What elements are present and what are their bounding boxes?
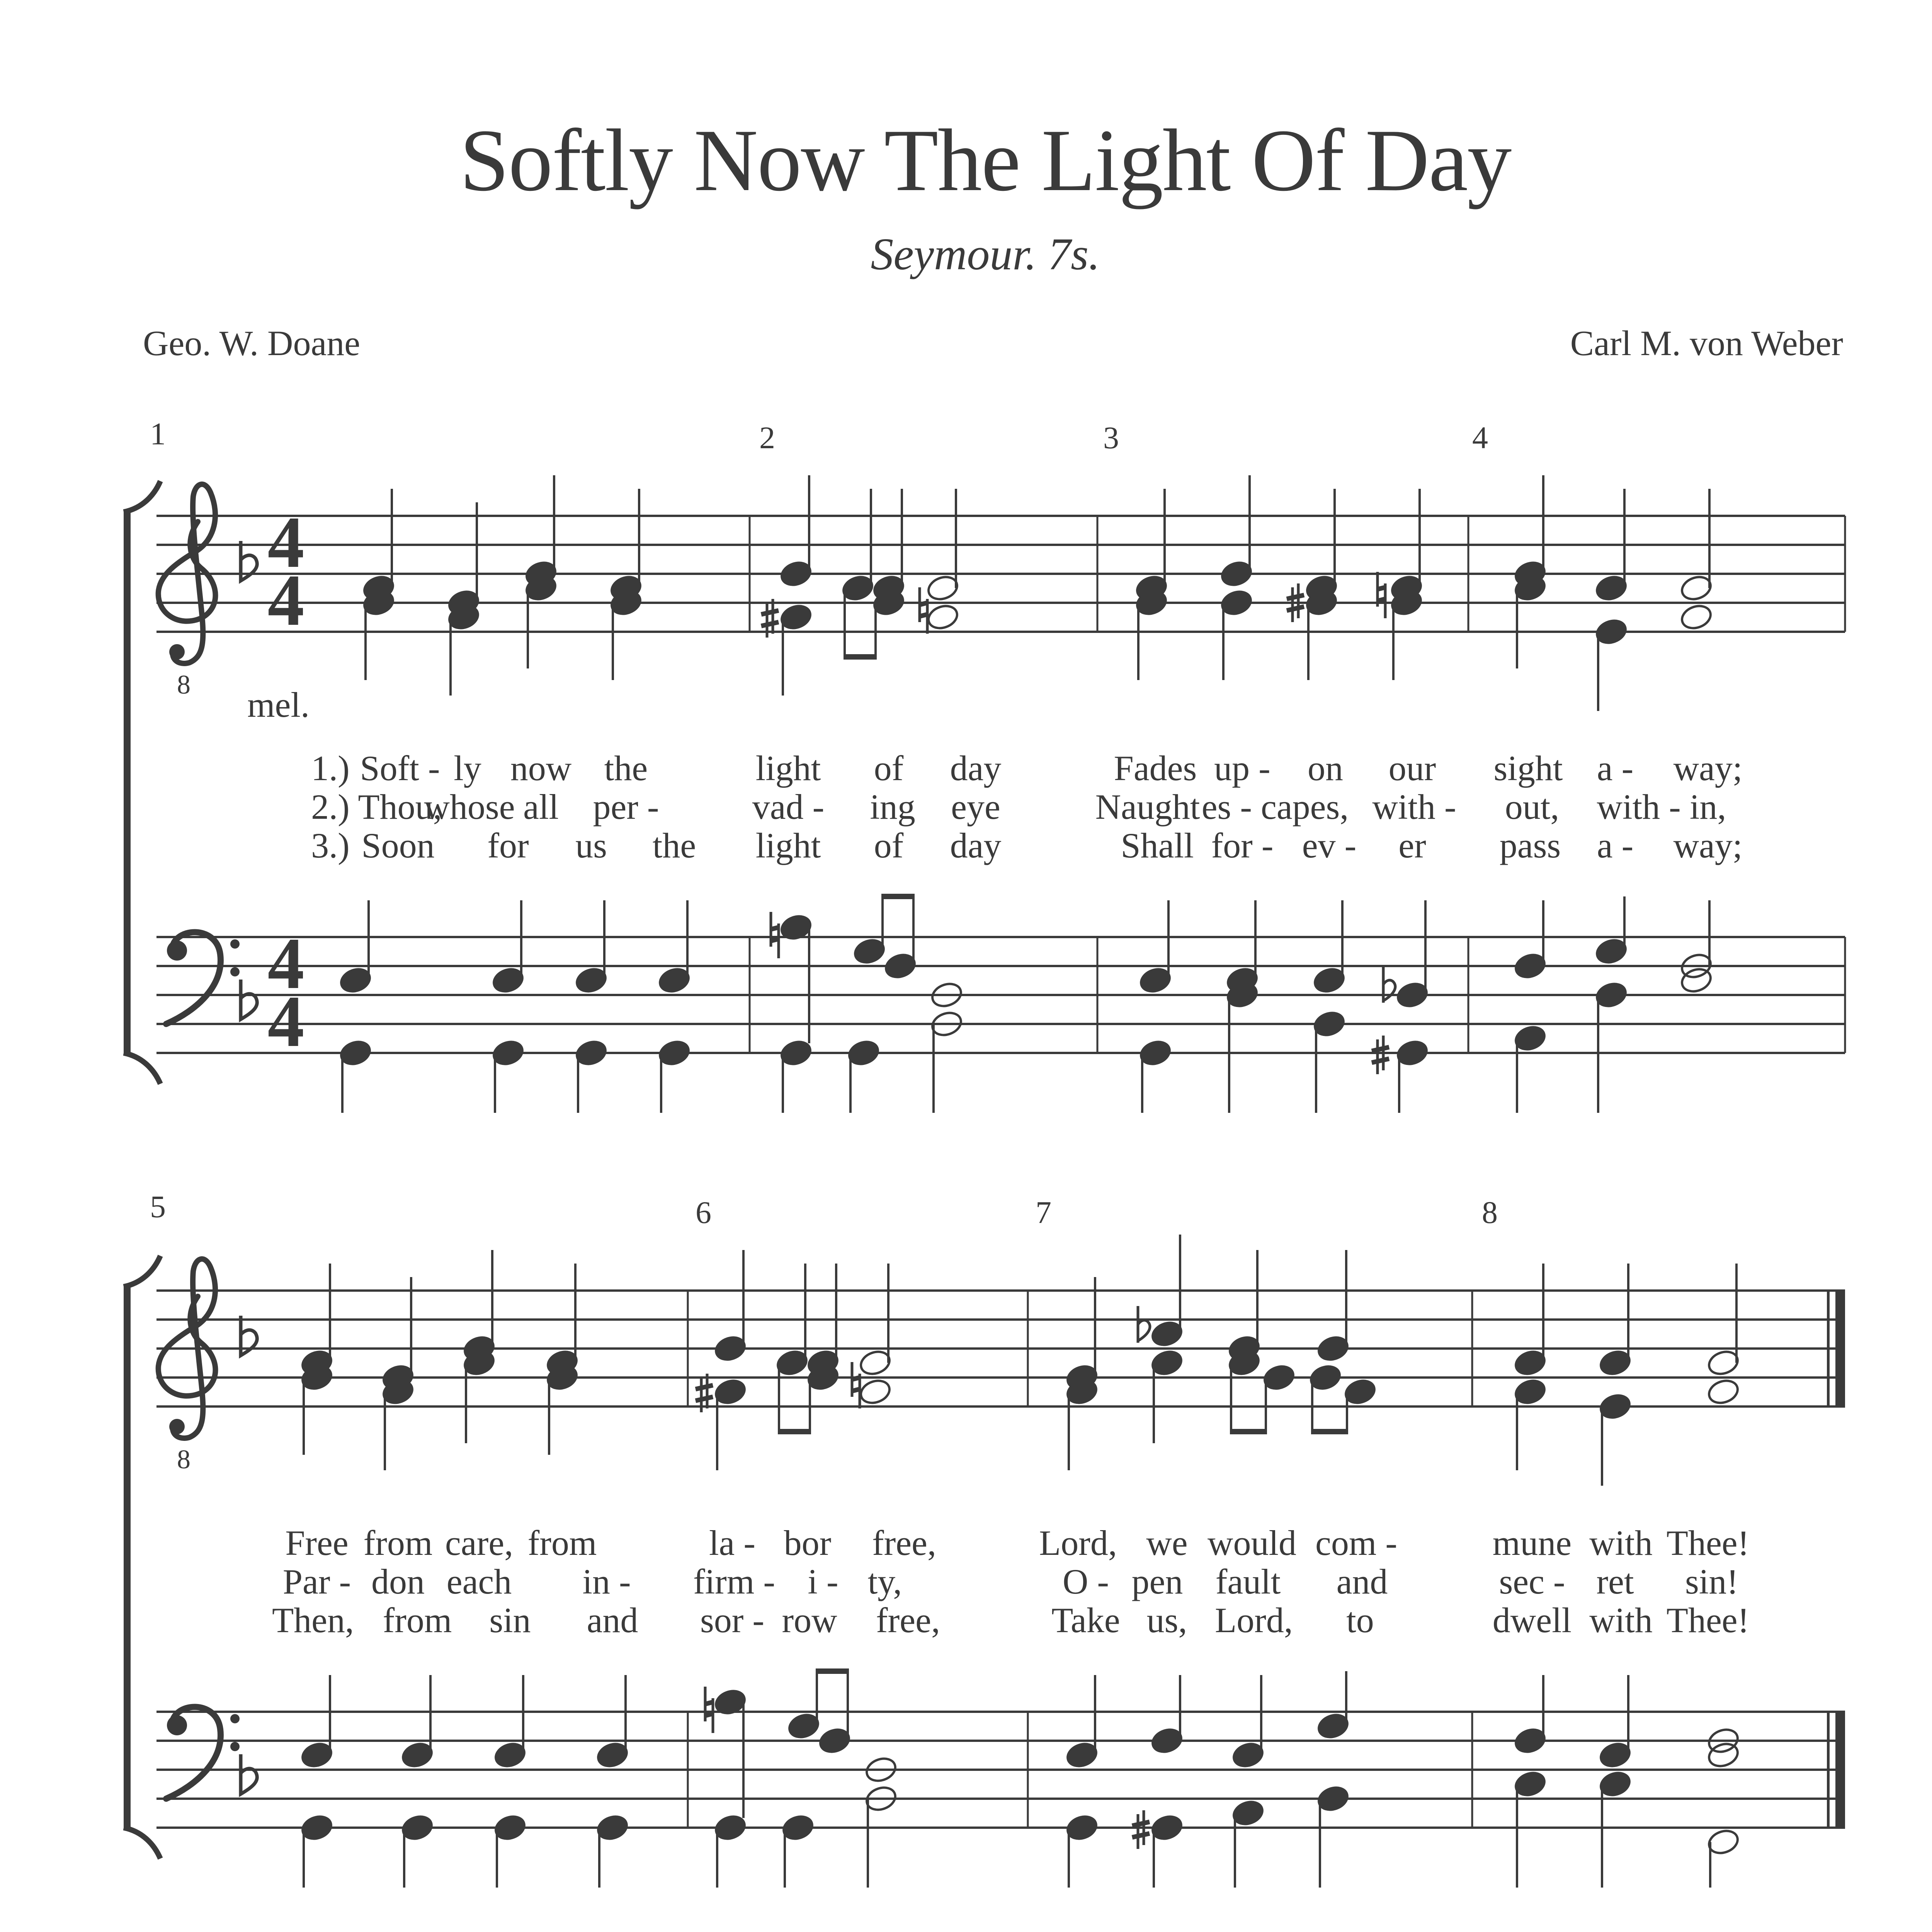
melody-label: mel. [247,685,310,724]
lyric-syllable: from [527,1523,597,1563]
lyric-syllable: ly [454,748,481,788]
lyric-syllable: light [755,826,821,865]
lyric-syllable: day [950,748,1002,788]
flat-icon [1383,966,1395,1003]
lyric-syllable: of [874,826,904,865]
flat-icon [1138,1306,1150,1343]
measure-number: 7 [1036,1195,1051,1230]
lyric-syllable: now [510,748,572,788]
lyric-syllable: and [1336,1562,1388,1601]
sharp-icon [1372,1036,1389,1074]
lyric-syllable: Soon [361,826,435,865]
lyric-syllable: Fades [1114,748,1197,788]
lyric-syllable: whose [424,787,515,827]
lyric-syllable: don [371,1562,425,1601]
lyric-syllable: bor [784,1523,832,1563]
lyric-syllable: and [587,1600,638,1640]
lyric-syllable: ret [1596,1562,1634,1601]
lyric-syllable: of [874,748,904,788]
lyric-syllable: to [1346,1600,1374,1640]
lyric-syllable: a - [1597,748,1634,788]
lyric-syllable: pass [1499,826,1561,865]
key-signature-flat-icon [241,980,257,1019]
lyric-syllable: the [604,748,648,788]
lyric-syllable: Thou, [358,787,442,827]
bass-notes-1 [338,896,1714,1113]
lyric-syllable: with [1589,1523,1653,1563]
measure-number: 8 [1482,1195,1498,1230]
composer-credit: Carl M. von Weber [1570,323,1843,363]
lyric-syllable: free, [872,1523,936,1563]
lyric-syllable: pen [1131,1562,1183,1601]
lyric-syllable: row [782,1600,837,1640]
lyric-syllable: in - [582,1562,631,1601]
measure-number: 2 [759,420,775,455]
measure-number: 6 [696,1195,711,1230]
lyric-syllable: with - in, [1597,787,1726,827]
lyric-syllable: Take [1051,1600,1120,1640]
key-signature-flat-icon [241,1754,257,1794]
verse-number: 3.) [311,826,350,865]
lyric-syllable: vad - [752,787,825,827]
lyric-syllable: i - [808,1562,838,1601]
treble-staff-1 [156,516,1845,632]
lyric-syllable: light [755,748,821,788]
measure-number: 4 [1472,420,1488,455]
lyric-syllable: ing [870,787,915,827]
lyric-syllable: us [575,826,607,865]
bass-staff-2 [156,1712,1845,1828]
hymn-title: Softly Now The Light Of Day [459,111,1511,209]
treble-notes-1 [361,475,1714,711]
lyric-syllable: from [383,1600,452,1640]
lyricist-credit: Geo. W. Doane [143,323,361,363]
lyric-syllable: out, [1505,787,1560,827]
lyric-syllable: up - [1214,748,1270,788]
lyric-syllable: Shall [1121,826,1194,865]
lyric-syllable: our [1388,748,1436,788]
lyric-syllable: care, [445,1523,514,1563]
lyric-syllable: a - [1597,826,1634,865]
lyric-syllable: we [1146,1523,1188,1563]
lyric-syllable: per - [593,787,659,827]
lyric-syllable: sin! [1685,1562,1738,1601]
svg-text:4: 4 [267,502,304,583]
bass-clef-icon [166,932,240,1024]
lyric-syllable: on [1308,748,1343,788]
verse-2-lyrics [0,1561,1932,1600]
verse-1-lyrics [0,1522,1932,1561]
verse-number: 2.) [311,787,350,827]
lyric-syllable: with [1589,1600,1653,1640]
lyric-syllable: fault [1215,1562,1281,1601]
lyric-syllable: Thee! [1666,1523,1750,1563]
verse-2-lyrics [0,786,1932,825]
lyric-syllable: Soft - [360,748,440,788]
lyric-syllable: Then, [272,1600,354,1640]
lyric-syllable: way; [1673,826,1743,865]
lyric-syllable: mune [1492,1523,1572,1563]
lyric-syllable: sin [489,1600,531,1640]
svg-text:4: 4 [267,923,304,1004]
lyric-syllable: Thee! [1666,1600,1750,1640]
measure-number: 5 [150,1189,166,1224]
lyric-syllable: sor - [700,1600,765,1640]
measure-number: 1 [150,416,166,451]
verse-number: 1.) [311,748,350,788]
lyric-syllable: com - [1315,1523,1398,1563]
sharp-icon [1132,1810,1150,1849]
lyric-syllable: for [487,826,529,865]
lyric-syllable: eye [951,787,1000,827]
lyric-syllable: with - [1372,787,1456,827]
treble-notes-2 [299,1235,1741,1486]
lyric-syllable: Lord, [1039,1523,1117,1563]
natural-icon [852,1362,860,1408]
svg-text:8: 8 [177,670,190,700]
svg-text:8: 8 [177,1445,190,1475]
lyric-syllable: firm - [693,1562,776,1601]
lyric-syllable: O - [1062,1562,1109,1601]
lyric-syllable: free, [876,1600,940,1640]
lyric-syllable: sight [1493,748,1563,788]
lyric-syllable: from [363,1523,433,1563]
lyric-syllable: ev - [1302,826,1357,865]
lyric-syllable: all [523,787,559,827]
bass-notes-2 [299,1671,1741,1888]
natural-icon [705,1687,713,1733]
bass-clef-icon [166,1707,240,1799]
svg-text:4: 4 [267,981,304,1062]
lyric-syllable: ty, [867,1562,902,1601]
tune-name-meter: Seymour. 7s. [871,229,1100,279]
verse-3-lyrics [0,825,1932,864]
svg-text:4: 4 [267,560,304,641]
lyric-syllable: would [1208,1523,1296,1563]
natural-icon [771,912,779,958]
lyric-syllable: Naught [1095,787,1200,827]
bass-staff-1 [156,937,1845,1053]
lyric-syllable: Free [285,1523,349,1563]
lyric-syllable: way; [1673,748,1743,788]
lyric-syllable: day [950,826,1002,865]
lyric-syllable: dwell [1492,1600,1572,1640]
lyric-syllable: sec - [1499,1562,1565,1601]
lyric-syllable: us, [1146,1600,1187,1640]
verse-3-lyrics [0,1600,1932,1638]
lyric-syllable: each [446,1562,512,1601]
verse-1-lyrics [0,748,1932,786]
lyric-syllable: the [652,826,696,865]
lyric-syllable: for - [1211,826,1274,865]
measure-number: 3 [1103,420,1119,455]
lyric-syllable: la - [709,1523,756,1563]
lyric-syllable: er [1398,826,1426,865]
lyric-syllable: Lord, [1215,1600,1293,1640]
lyric-syllable: Par - [282,1562,351,1601]
lyric-syllable: es - capes, [1201,787,1349,827]
